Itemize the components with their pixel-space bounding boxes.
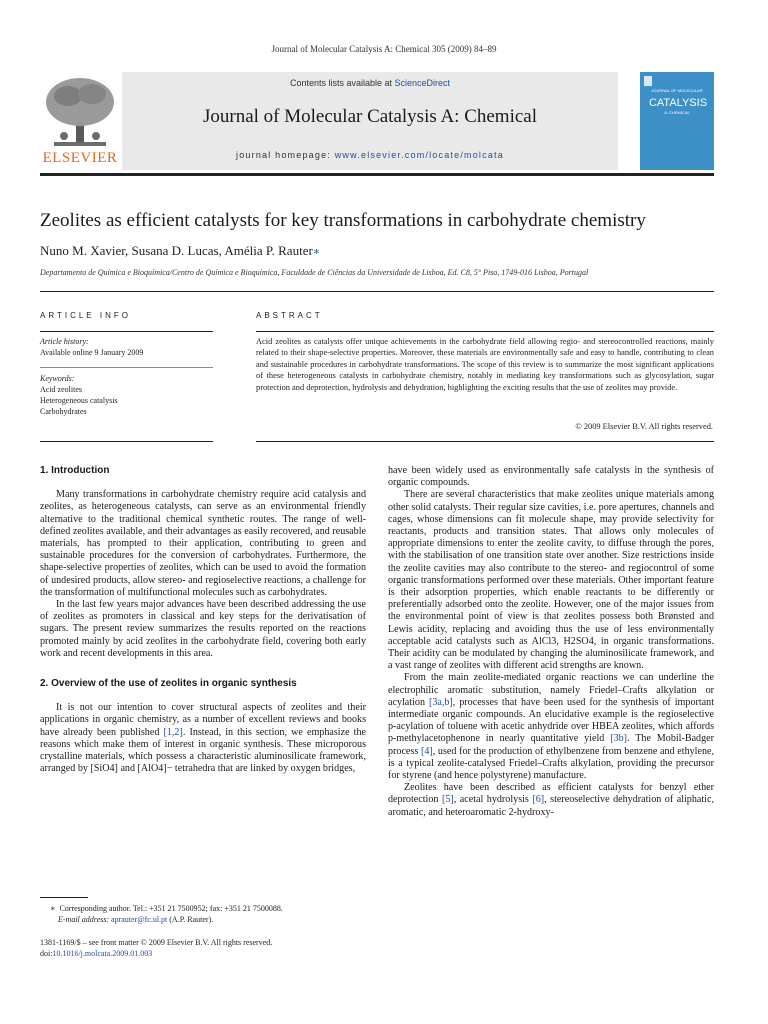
overview-text: . Instead, in this section, we emphasize the reasons which make them of interest in organic synthesis. These microporous crystalline materials, which possess a characteristic aluminosilicate framework, arranged by [SiO4] and [AlO4]− tetrahedra that are linked by oxygen bridges, [40, 726, 367, 775]
overview-paragraph-1 [40, 702, 366, 775]
applications-text: , stereoselective dehydration of aliphatic, aromatic, and heteroaromatic 2-hydroxy- [388, 794, 714, 818]
keyword-item: Heterogeneous catalysis [40, 396, 118, 405]
section-2-heading: 2. Overview of the use of zeolites in organic synthesis [40, 678, 297, 690]
keywords-label: Keywords: [40, 374, 75, 383]
citation-link[interactable]: [3b] [610, 733, 628, 745]
applications-paragraph [388, 782, 714, 819]
homepage-prefix: journal homepage: [236, 150, 335, 160]
corresponding-author-mark[interactable]: ∗ [312, 246, 321, 258]
reactions-text: , processes that have been used for the synthesis of important intermediate organic compounds. An elucidative example is the regioselective p-acylation of toluene with acetic anhydride over HBEA zeolites, which affords p-methylacetophenone in nearly quantitative yield [388, 696, 714, 745]
article-info-heading: ARTICLE INFO [40, 311, 131, 320]
email-link[interactable]: aprauter@fc.ul.pt [111, 915, 168, 924]
citation-link[interactable]: [1,2] [163, 726, 183, 738]
left-column [40, 465, 366, 775]
footnote-text: Corresponding author. Tel.: +351 21 7500952; fax: +351 21 7500088. [59, 904, 283, 913]
cover-subtitle: A: CHEMICAL [664, 110, 690, 115]
publisher-name: ELSEVIER [42, 150, 118, 166]
homepage-line [122, 150, 618, 160]
authors-text: Nuno M. Xavier, Susana D. Lucas, Amélia P. Rauter [40, 243, 313, 258]
journal-title: Journal of Molecular Catalysis A: Chemical [202, 106, 537, 127]
continued-paragraph: have been widely used as environmentally safe catalysts in the synthesis of organic compounds. [388, 465, 714, 489]
contents-line [122, 78, 618, 88]
abstract-heading: ABSTRACT [256, 311, 323, 320]
applications-text: Zeolites have been described as efficient catalysts for benzyl ether deprotection [388, 782, 714, 806]
issn-line: 1381-1169/$ – see front matter © 2009 Elsevier B.V. All rights reserved. [40, 938, 273, 947]
homepage-link[interactable]: www.elsevier.com/locate/molcata [334, 150, 504, 160]
abstract-text: Acid zeolites as catalysts offer unique achievements in the carbohydrate field allowing regio- and stereocontrolled reactions, mainly related to their shape-selective properties. Moreover, these materials are environmentally safe and easy to handle, contributing to clean and sustainable procedures in carbohydrate transformations. The scope of this review is to summarize the most significant applications of these heterogeneous catalysts in carbohydrate chemistry, notably in mediating key transformations such as glycosylation, sugar protection and deprotection, hydrolysis and dehydration, highlighting the exciting results that the use of zeolites may provide. [256, 337, 714, 392]
affiliation: Departamento de Química e Bioquímica/Centro de Química e Bioquímica, Faculdade de Ciências da Universidade de Lisboa, Ed. C8, 5° Piso, 1749-016 Lisboa, Portugal [40, 268, 589, 277]
journal-banner [122, 72, 618, 170]
doi-prefix: doi: [40, 949, 53, 958]
history-label: Article history: [40, 337, 89, 346]
author-list [40, 243, 320, 259]
reactions-text: . The Mobil-Badger process [388, 733, 714, 757]
title-rule [40, 291, 714, 292]
footnote-mark: ∗ [50, 904, 56, 913]
info-rule-mid [40, 367, 213, 368]
contents-prefix: Contents lists available at [289, 78, 395, 88]
email-suffix: (A.P. Rauter). [167, 915, 214, 924]
intro-paragraph-2: In the last few years major advances have been described addressing the use of zeolites as promoters in classical and key steps for the derivatisation of sugars. The present review summarizes the results reported on the reactions promoted mainly by acid zeolites in the carbohydrate field, covering both early work and recent developments in this area. [40, 599, 366, 659]
masthead-rule [40, 173, 714, 176]
running-head: Journal of Molecular Catalysis A: Chemical 305 (2009) 84–89 [271, 44, 497, 54]
keyword-item: Carbohydrates [40, 407, 87, 416]
doi-link[interactable]: 10.1016/j.molcata.2009.01.003 [52, 949, 153, 958]
history-value: Available online 9 January 2009 [40, 348, 144, 357]
email-label: E-mail address: [58, 915, 112, 924]
reactions-text: From the main zeolite-mediated organic reactions we can underline the electrophilic aromatic substitution, namely Friedel–Crafts alkylation or acylation [388, 672, 714, 708]
article-title: Zeolites as efficient catalysts for key transformations in carbohydrate chemistry [40, 210, 646, 231]
journal-masthead [40, 72, 714, 172]
reactions-paragraph [388, 672, 714, 782]
citation-link[interactable]: [6] [532, 794, 545, 806]
info-rule-top [40, 331, 213, 332]
abstract-rule-top [256, 331, 714, 332]
info-rule-bottom [40, 441, 213, 442]
cover-small-text: JOURNAL OF MOLECULAR [651, 88, 703, 93]
email-footnote [58, 915, 213, 924]
reactions-text: , used for the production of ethylbenzene from benzene and ethylene, is a typical zeolite-catalysed Friedel–Crafts alkylation, providing the precursor for styrene (and hence polystyrene) manufacture. [388, 745, 714, 782]
abstract-copyright: © 2009 Elsevier B.V. All rights reserved. [575, 422, 713, 431]
sciencedirect-link[interactable]: ScienceDirect [394, 78, 451, 88]
keyword-item: Acid zeolites [40, 385, 82, 394]
footnote-rule [40, 897, 88, 898]
applications-text: , acetal hydrolysis [453, 794, 533, 806]
right-column [388, 465, 714, 819]
doi-line [40, 949, 152, 958]
overview-text: It is not our intention to cover structural aspects of zeolites and their applications in organic chemistry, as a number of excellent reviews and books have already been published [40, 702, 366, 738]
intro-paragraph-1: Many transformations in carbohydrate chemistry require acid catalysis and zeolites, as heterogeneous catalysts, can serve as an environmental friendly alternative to the traditional chemical synthetic routes. The range of well-defined zeolites available, and their advantages as easily recovered, and reusable materials, has prompted to their application, contributing to green and sustainable procedures for the conversion of carbohydrates. Furthermore, the shape-selective properties of zeolites, which can be used to avoid the formation of undesired products, allow stereo- and regioselective reactions, a challenge for the transformation of multifunctional molecules such as carbohydrates. [40, 489, 366, 598]
abstract-rule-bottom [256, 441, 714, 442]
section-1-heading: 1. Introduction [40, 465, 110, 476]
citation-link[interactable]: [3a,b] [428, 696, 453, 708]
cover-title: CATALYSIS [648, 97, 708, 109]
characteristics-paragraph: There are several characteristics that make zeolites unique materials among other solid catalysts. Their regular size cavities, i.e. pore apertures, channels and cages, whose dimensions can fit molecule shape, may provide selectivity for reactants, products and transition states. That allows only molecules of appropriate dimensions to enter the zeolite cavity, to diffuse through the pores, with the stabilisation of one transition state over another. Size restrictions inside the zeolite cavities may also contribute to the stereo- and regiocontrol of some organic transformations performed over these materials. Other important feature is their adsorption properties, which enable reactants to be differently or preferentially adsorbed onto the zeolite. However, one of the major issues from the environmental point of view is that zeolites possess both Brønsted and Lewis acidity, replacing and avoiding thus the use of less environmentally acceptable acid catalysts such as AlCl3, H2SO4, in organic transformations. Their acidity can be modulated by changing the aluminosilicate framework, and a vast range of zeolites with different acid strengths are known. [388, 489, 714, 672]
citation-link[interactable]: [5] [441, 794, 454, 806]
corresponding-author-footnote [50, 904, 283, 913]
citation-link[interactable]: [4] [420, 745, 433, 757]
journal-cover-image [640, 72, 714, 170]
